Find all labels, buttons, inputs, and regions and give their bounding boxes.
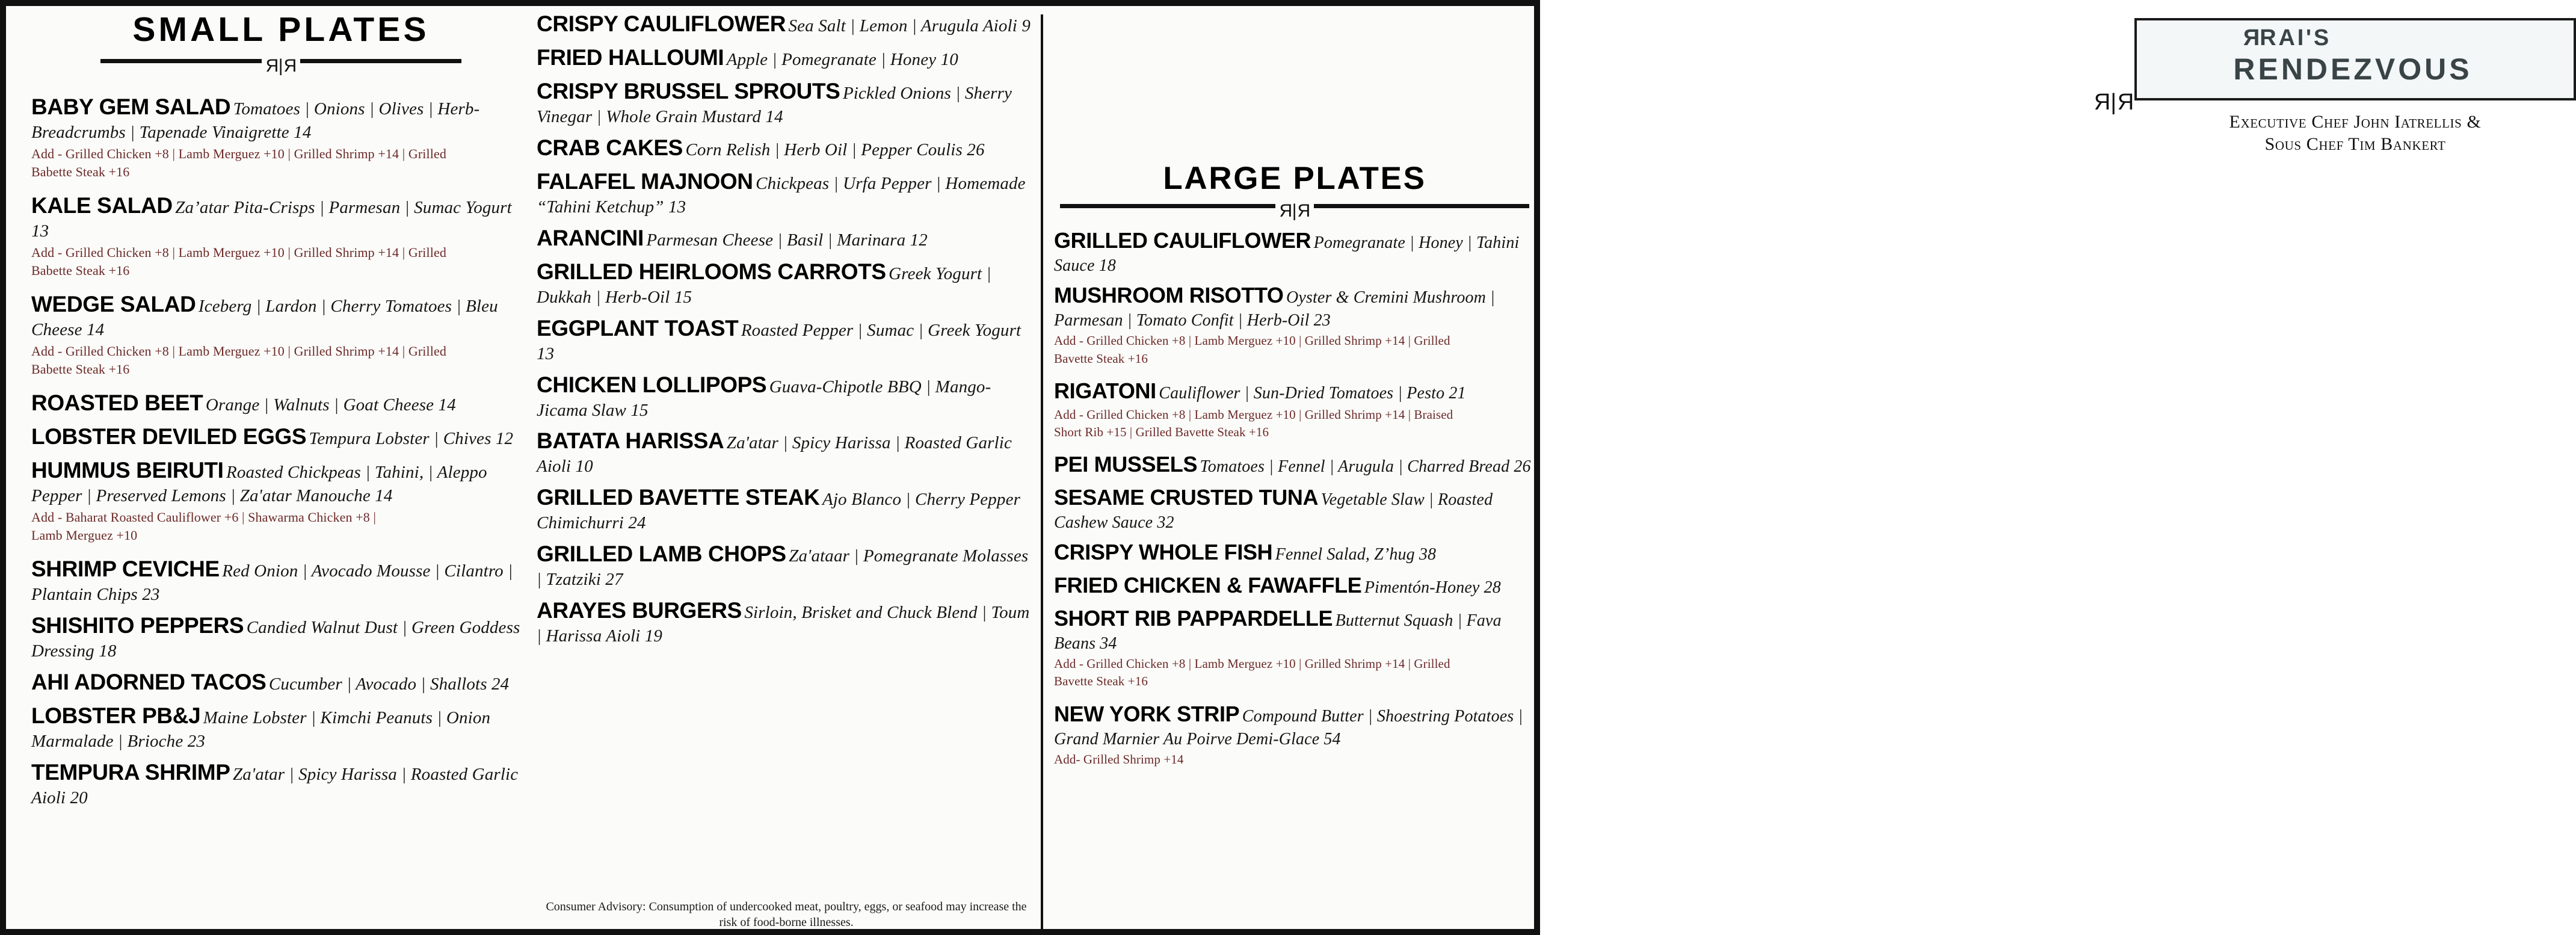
menu-item-addons: Add - Grilled Chicken +8 | Lamb Merguez +10 | Grilled Shrimp +14 | Braised	[1054, 407, 1453, 422]
mirrored-r-right: R	[283, 56, 297, 76]
menu-item-description: Orange | Walnuts | Goat Cheese 14	[205, 395, 456, 415]
monogram-separator: |	[1292, 201, 1298, 221]
menu-item-description: Roasted Chickpeas | Tahini, | Aleppo Pepper | Preserved Lemons | Za'atar Manouche 14	[31, 463, 487, 506]
menu-item	[537, 371, 1036, 422]
consumer-advisory	[537, 899, 1036, 930]
menu-item-list-right	[1054, 227, 1535, 768]
menu-item	[537, 167, 1036, 219]
menu-item	[537, 10, 1036, 39]
menu-item-description: Tomatoes | Fennel | Arugula | Charred Bread 26	[1200, 457, 1531, 477]
logo-line-rais	[1998, 26, 2574, 49]
menu-item-description: Pimentón-Honey 28	[1364, 578, 1501, 597]
menu-item	[1054, 377, 1535, 440]
menu-item	[31, 389, 531, 418]
menu-item-description: Za'ataar | Pomegranate Molasses | Tzatziki 27	[537, 546, 1029, 589]
menu-item	[537, 134, 1036, 162]
menu-item-addons: Bavette Steak +16	[1054, 351, 1148, 366]
menu-item-name: GRILLED LAMB CHOPS	[537, 541, 786, 566]
logo-monogram-separator: |	[2110, 90, 2117, 115]
menu-item-name: TEMPURA SHRIMP	[31, 759, 230, 785]
menu-item	[31, 456, 531, 545]
divider-line-right	[1314, 204, 1529, 208]
menu-item-name: BABY GEM SALAD	[31, 94, 231, 119]
menu-item	[537, 540, 1036, 591]
menu-item-description: Fennel Salad, Z’hug 38	[1275, 545, 1437, 564]
menu-item-name: GRILLED CAULIFLOWER	[1054, 228, 1311, 253]
menu-item-addons: Short Rib +15 | Grilled Bavette Steak +16	[1054, 425, 1269, 440]
menu-item-addons: Babette Steak +16	[31, 164, 130, 180]
menu-item-description: Ajo Blanco | Cherry Pepper Chimichurri 24	[537, 490, 1021, 533]
menu-item-name: BATATA HARISSA	[537, 428, 724, 454]
menu-item	[1054, 538, 1535, 567]
chef-credits	[2134, 111, 2576, 155]
large-plates-heading: LARGE PLATES	[1163, 161, 1426, 196]
menu-item	[31, 555, 531, 606]
menu-item-name: CRISPY BRUSSEL SPROUTS	[537, 79, 840, 104]
menu-item-name: LOBSTER DEVILED EGGS	[31, 424, 307, 449]
menu-item	[1054, 700, 1535, 768]
menu-item	[1054, 451, 1535, 479]
menu-item	[1054, 605, 1535, 690]
menu-item	[1054, 227, 1535, 277]
menu-item-addons: Add - Grilled Chicken +8 | Lamb Merguez +10 | Grilled Shrimp +14 | Grilled	[31, 244, 446, 260]
menu-item-description: Za’atar Pita-Crisps | Parmesan | Sumac Yogurt 13	[31, 197, 512, 241]
menu-item-description: Cucumber | Avocado | Shallots 24	[268, 674, 510, 694]
menu-item-addons: Add - Grilled Chicken +8 | Lamb Merguez +10 | Grilled Shrimp +14 | Grilled	[31, 343, 446, 359]
restaurant-logo-block	[2094, 18, 2576, 155]
menu-item-addons: Bavette Steak +16	[1054, 674, 1148, 689]
menu-item-description: Butternut Squash | Fava Beans 34	[1054, 611, 1502, 653]
menu-item-description: Oyster & Cremini Mushroom | Parmesan | Tomato Confit | Herb-Oil 23	[1054, 288, 1495, 330]
menu-item-description: Tomatoes | Onions | Olives | Herb-Breadcrumbs | Tapenade Vinaigrette 14	[31, 99, 480, 143]
mirrored-r-right: R	[1297, 201, 1311, 221]
menu-item-name: CRISPY CAULIFLOWER	[537, 11, 786, 36]
menu-item-name: ARANCINI	[537, 225, 644, 250]
menu-item-name: FRIED HALLOUMI	[537, 45, 724, 70]
menu-item-name: AHI ADORNED TACOS	[31, 669, 267, 694]
divider-line-left	[100, 59, 262, 63]
mirrored-r-left: R	[1278, 201, 1292, 221]
menu-item-description: Iceberg | Lardon | Cherry Tomatoes | Bleu Cheese 14	[31, 296, 498, 340]
menu-inner	[13, 10, 2482, 934]
logo-box	[2094, 18, 2576, 115]
divider-line-right	[300, 59, 461, 63]
menu-item	[1054, 484, 1535, 534]
menu-item-description: Pickled Onions | Sherry Vinegar | Whole Grain Mustard 14	[537, 84, 1012, 127]
menu-item-description: Corn Relish | Herb Oil | Pepper Coulis 26	[685, 140, 985, 159]
menu-item-list-left	[31, 93, 531, 809]
menu-item	[537, 596, 1036, 648]
menu-item	[31, 191, 531, 280]
menu-item-description: Apple | Pomegranate | Honey 10	[726, 50, 958, 70]
menu-item-description: Roasted Pepper | Sumac | Greek Yogurt 13	[537, 320, 1021, 363]
menu-item	[537, 258, 1036, 309]
menu-item	[537, 314, 1036, 366]
menu-item-name: HUMMUS BEIRUTI	[31, 458, 224, 483]
logo-line-rendezvous: RENDEZVOUS	[2233, 52, 2473, 86]
menu-item	[537, 77, 1036, 129]
column-divider	[1041, 14, 1043, 929]
menu-item-description: Greek Yogurt | Dukkah | Herb-Oil 15	[537, 264, 991, 307]
menu-item-description: Red Onion | Avocado Mousse | Cilantro | Plantain Chips 23	[31, 561, 513, 605]
menu-item-name: SESAME CRUSTED TUNA	[1054, 485, 1319, 510]
menu-item-name: SHORT RIB PAPPARDELLE	[1054, 605, 1333, 631]
menu-item-description: Compound Butter | Shoestring Potatoes | Grand Marnier Au Poirve Demi-Glace 54	[1054, 706, 1523, 748]
logo-rr-monogram	[2094, 91, 2134, 114]
menu-item-description: Cauliflower | Sun-Dried Tomatoes | Pesto 21	[1159, 383, 1466, 403]
menu-item	[31, 290, 531, 378]
menu-item-description: Tempura Lobster | Chives 12	[309, 429, 514, 448]
menu-item-description: Pomegranate | Honey | Tahini Sauce 18	[1054, 233, 1520, 275]
menu-item	[31, 702, 531, 753]
menu-item-name: ROASTED BEET	[31, 390, 203, 415]
menu-item	[31, 758, 531, 810]
menu-item-description: Za'atar | Spicy Harissa | Roasted Garlic Aioli 20	[31, 764, 519, 807]
menu-item-name: LOBSTER PB&J	[31, 703, 201, 728]
menu-item-name: WEDGE SALAD	[31, 291, 196, 316]
menu-item-description: Vegetable Slaw | Roasted Cashew Sauce 32	[1054, 490, 1493, 532]
menu-item-addons: Add - Grilled Chicken +8 | Lamb Merguez +10 | Grilled Shrimp +14 | Grilled	[31, 146, 446, 161]
small-plates-heading: SMALL PLATES	[132, 10, 430, 49]
menu-item-name: RIGATONI	[1054, 378, 1156, 403]
menu-item-description: Sea Salt | Lemon | Arugula Aioli 9	[788, 16, 1031, 35]
menu-item-name: PEI MUSSELS	[1054, 452, 1198, 477]
menu-item	[537, 483, 1036, 535]
executive-chef-line: Executive Chef John Iatrellis &	[2229, 112, 2482, 132]
small-plates-left-column	[31, 10, 531, 814]
menu-item-description: Sirloin, Brisket and Chuck Blend | Toum | Harissa Aioli 19	[537, 602, 1030, 646]
rr-monogram	[262, 57, 301, 75]
menu-item-name: EGGPLANT TOAST	[537, 315, 739, 341]
menu-item-list-middle	[537, 10, 1036, 647]
sous-chef-line: Sous Chef Tim Bankert	[2264, 134, 2446, 154]
menu-item	[31, 611, 531, 663]
menu-item	[537, 43, 1036, 72]
divider-line-left	[1060, 204, 1275, 208]
menu-item-description: Maine Lobster | Kimchi Peanuts | Onion Marmalade | Brioche 23	[31, 708, 491, 751]
monogram-separator: |	[278, 56, 284, 76]
menu-item-description: Parmesan Cheese | Basil | Marinara 12	[646, 230, 928, 250]
menu-item-description: Guava-Chipotle BBQ | Mango-Jicama Slaw 15	[537, 377, 991, 420]
menu-item-addons: Lamb Merguez +10	[31, 528, 138, 543]
logo-mirrored-r-left: R	[2094, 90, 2111, 115]
menu-item-name: CRISPY WHOLE FISH	[1054, 540, 1273, 565]
menu-item	[31, 668, 531, 697]
menu-item-name: FALAFEL MAJNOON	[537, 169, 753, 194]
menu-item-addons: Add - Baharat Roasted Cauliflower +6 | Shawarma Chicken +8 |	[31, 509, 376, 525]
menu-item	[1054, 572, 1535, 600]
menu-item-name: MUSHROOM RISOTTO	[1054, 283, 1284, 308]
mirrored-r-logo: R	[2240, 25, 2260, 51]
menu-item-name: SHRIMP CEVICHE	[31, 557, 220, 582]
menu-item-name: ARAYES BURGERS	[537, 597, 742, 623]
menu-item-name: FRIED CHICKEN & FAWAFFLE	[1054, 573, 1362, 598]
menu-item-name: CRAB CAKES	[537, 135, 683, 160]
menu-item	[1054, 282, 1535, 367]
logo-text-rais: RAI'S	[2260, 25, 2332, 51]
advisory-line-2: risk of food-borne illnesses.	[719, 916, 854, 929]
menu-item-name: GRILLED BAVETTE STEAK	[537, 485, 820, 510]
menu-item-addons: Babette Steak +16	[31, 263, 130, 279]
small-plates-divider	[100, 53, 461, 76]
menu-item-addons: Add- Grilled Shrimp +14	[1054, 751, 1184, 767]
rr-monogram	[1275, 202, 1314, 220]
menu-item-name: GRILLED HEIRLOOMS CARROTS	[537, 259, 886, 284]
small-plates-middle-column	[537, 10, 1036, 652]
menu-item-name: KALE SALAD	[31, 193, 173, 218]
logo-mirrored-r-right: R	[2116, 90, 2134, 115]
menu-item	[537, 224, 1036, 253]
mirrored-r-left: R	[265, 56, 279, 76]
menu-item-description: Chickpeas | Urfa Pepper | Homemade “Tahini Ketchup” 13	[537, 174, 1026, 217]
menu-item	[537, 427, 1036, 478]
large-plates-divider	[1060, 198, 1529, 221]
menu-item	[31, 422, 531, 451]
menu-item-name: NEW YORK STRIP	[1054, 701, 1240, 726]
advisory-line-1: Consumer Advisory: Consumption of undercooked meat, poultry, eggs, or seafood may increase the	[546, 900, 1027, 913]
large-plates-column	[1054, 10, 2482, 778]
menu-item-name: SHISHITO PEPPERS	[31, 613, 244, 638]
menu-item-name: CHICKEN LOLLIPOPS	[537, 372, 767, 397]
menu-item-description: Candied Walnut Dust | Green Goddess Dressing 18	[31, 617, 520, 661]
menu-item	[31, 93, 531, 181]
menu-item-addons: Add - Grilled Chicken +8 | Lamb Merguez +10 | Grilled Shrimp +14 | Grilled	[1054, 656, 1450, 671]
menu-item-addons: Add - Grilled Chicken +8 | Lamb Merguez +10 | Grilled Shrimp +14 | Grilled	[1054, 333, 1450, 348]
menu-item-description: Za'atar | Spicy Harissa | Roasted Garlic Aioli 10	[537, 433, 1012, 477]
menu-item-addons: Babette Steak +16	[31, 362, 130, 377]
